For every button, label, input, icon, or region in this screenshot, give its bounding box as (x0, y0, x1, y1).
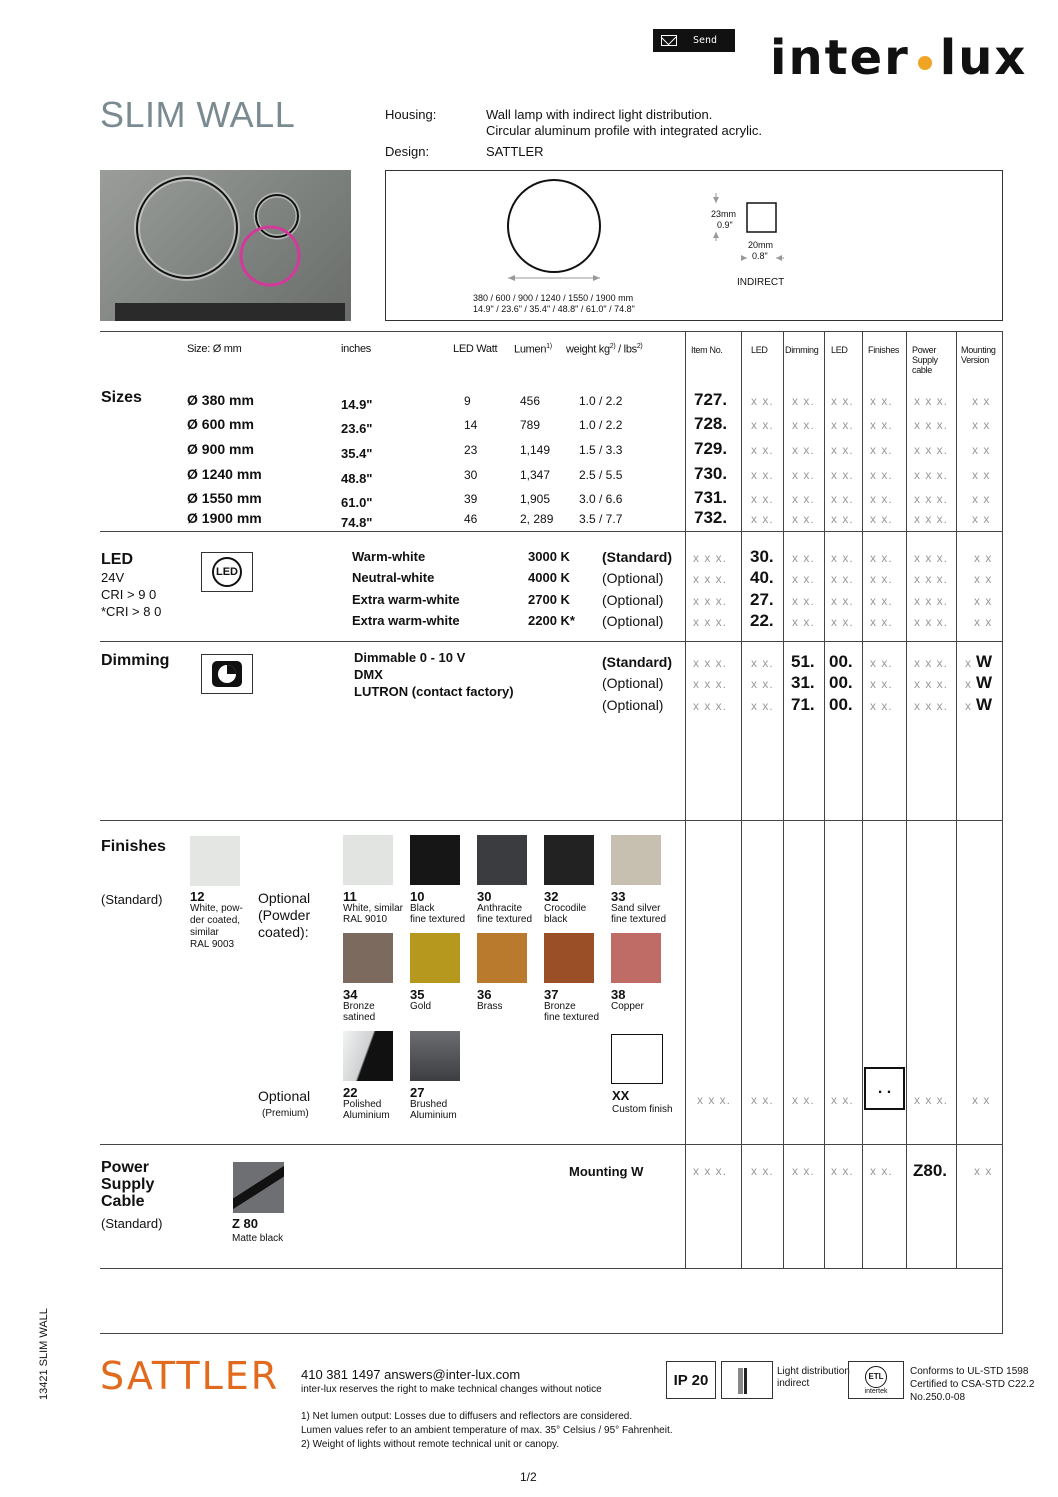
conformity-text: Conforms to UL-STD 1598 Certified to CSA-STD C22.2 No.250.0-08 (910, 1366, 1035, 1403)
size-mm: Ø 1900 mm (187, 510, 262, 526)
finish-caption: White, pow- (190, 903, 243, 914)
finish-swatch-34[interactable] (343, 933, 393, 983)
finish-number: 37 (544, 987, 559, 1002)
placeholder-cell: x x (972, 443, 991, 457)
dimming-led-code: 00. (829, 652, 853, 671)
finish-swatch-22[interactable] (343, 1031, 393, 1081)
premium-label: (Premium) (262, 1108, 309, 1119)
design-label: Design: (385, 144, 430, 159)
dimming-type: DMX (354, 667, 383, 682)
col-dimming: Dimming (785, 345, 819, 355)
placeholder-cell: x x. (792, 594, 815, 608)
finish-number: 22 (343, 1085, 358, 1100)
finish-caption: satined (343, 1012, 376, 1023)
column-rule (862, 331, 863, 1268)
led-kelvin: 2200 K* (528, 613, 575, 628)
item-number: 729. (694, 439, 728, 458)
finishes-label: Finishes (101, 838, 166, 855)
size-lumen: 456 (520, 394, 541, 408)
led-code: 40. (750, 568, 774, 587)
led-color-name: Warm-white (352, 549, 426, 564)
placeholder-cell: x (965, 699, 972, 713)
column-rule (956, 331, 957, 1268)
led-label: LED (101, 551, 133, 568)
finish-swatch-38[interactable] (611, 933, 661, 983)
mounting-label: Mounting W (569, 1164, 644, 1179)
divider (100, 1268, 1003, 1269)
side-label: 13421 SLIM WALL (38, 1308, 50, 1400)
finish-number: 12 (190, 889, 205, 904)
finish-number: 38 (611, 987, 626, 1002)
size-watt: 23 (464, 443, 478, 457)
indirect-label: INDIRECT (737, 277, 785, 288)
finish-number: 36 (477, 987, 492, 1002)
led-cri-alt: *CRI > 8 0 (101, 604, 162, 619)
size-watt: 46 (464, 512, 478, 526)
divider (100, 1333, 1003, 1334)
dims-mm: 380 / 600 / 900 / 1240 / 1550 / 1900 mm (473, 293, 634, 303)
finish-caption: Polished (343, 1099, 382, 1110)
placeholder-cell: x x. (792, 394, 815, 408)
optional-powder-label: Optional (Powder coated): (258, 890, 311, 940)
finish-caption: Bronze (343, 1001, 375, 1012)
placeholder-cell: x x. (831, 1164, 854, 1178)
column-rule (1002, 331, 1003, 1333)
placeholder-cell: x x. (792, 551, 815, 565)
custom-finish-caption: Custom finish (612, 1104, 673, 1115)
placeholder-cell: x x. (870, 468, 893, 482)
size-inches: 74.8" (341, 515, 373, 530)
finish-caption: RAL 9003 (190, 939, 235, 950)
optional-premium-label: Optional (258, 1088, 311, 1104)
size-lumen: 2, 289 (520, 512, 554, 526)
placeholder-cell: x x x. (914, 615, 949, 629)
placeholder-cell: x x x. (693, 572, 728, 586)
led-option: (Optional) (602, 613, 664, 629)
technical-drawing (385, 170, 1003, 321)
column-rule (783, 331, 784, 1268)
placeholder-cell: x x. (831, 418, 854, 432)
placeholder-cell: x x. (870, 418, 893, 432)
led-cri: CRI > 9 0 (101, 587, 157, 602)
placeholder-cell: x x. (751, 492, 774, 506)
led-option: (Standard) (602, 549, 672, 565)
placeholder-cell: x (965, 677, 972, 691)
col-led-watt: LED Watt (453, 343, 498, 355)
col-led: LED (751, 345, 768, 355)
finish-swatch-33[interactable] (611, 835, 661, 885)
placeholder-cell: x x x. (914, 699, 949, 713)
finish-number: 10 (410, 889, 425, 904)
dimming-type: LUTRON (contact factory) (354, 684, 514, 699)
finishes-standard: (Standard) (101, 892, 163, 907)
col-size: Size: Ø mm (187, 343, 242, 355)
led-option: (Optional) (602, 570, 664, 586)
placeholder-cell: x x (972, 394, 991, 408)
placeholder-cell: x x. (792, 572, 815, 586)
size-weight: 1.5 / 3.3 (579, 443, 623, 457)
item-number: 728. (694, 414, 728, 433)
contact-line: 410 381 1497 answers@inter-lux.com (301, 1367, 521, 1382)
dimming-code: 31. (791, 673, 815, 692)
column-rule (824, 331, 825, 1268)
placeholder-cell: x x. (831, 551, 854, 565)
placeholder-cell: x x. (870, 699, 893, 713)
placeholder-cell: x x. (751, 656, 774, 670)
finish-swatch-30[interactable] (477, 835, 527, 885)
led-option: (Optional) (602, 592, 664, 608)
placeholder-cell: x x. (751, 1093, 774, 1107)
dimming-option: (Standard) (602, 654, 672, 670)
led-code: 30. (750, 547, 774, 566)
item-number: 732. (694, 508, 728, 527)
light-distribution-text: Light distribution indirect (777, 1366, 850, 1389)
cable-caption: Matte black (232, 1233, 284, 1244)
placeholder-cell: x x x. (914, 492, 949, 506)
column-rule (906, 331, 907, 1268)
placeholder-cell: x x. (792, 418, 815, 432)
placeholder-cell: x x. (751, 512, 774, 526)
placeholder-cell: x x x. (914, 443, 949, 457)
finish-number: 30 (477, 889, 492, 904)
send-button[interactable]: Send (653, 29, 735, 52)
placeholder-cell: x x. (870, 551, 893, 565)
placeholder-cell: x x x. (914, 394, 949, 408)
placeholder-cell: x x (974, 572, 993, 586)
placeholder-cell: x x. (831, 492, 854, 506)
placeholder-cell: x x x. (693, 656, 728, 670)
finish-number: 34 (343, 987, 358, 1002)
led-kelvin: 4000 K (528, 570, 570, 585)
placeholder-cell: x x. (870, 512, 893, 526)
size-watt: 30 (464, 468, 478, 482)
size-lumen: 1,149 (520, 443, 551, 457)
size-weight: 3.0 / 6.6 (579, 492, 623, 506)
size-weight: 1.0 / 2.2 (579, 394, 623, 408)
placeholder-cell: x x. (831, 512, 854, 526)
placeholder-cell: x x. (870, 492, 893, 506)
placeholder-cell: x x. (792, 615, 815, 629)
custom-finish-number: XX (612, 1088, 630, 1103)
placeholder-cell: x x. (870, 594, 893, 608)
finish-swatch-37[interactable] (544, 933, 594, 983)
finish-caption: Black (410, 903, 435, 914)
envelope-icon (661, 35, 677, 46)
placeholder-cell: x x x. (914, 677, 949, 691)
divider (100, 820, 1003, 821)
placeholder-cell: x x. (831, 572, 854, 586)
item-number: 727. (694, 390, 728, 409)
finish-caption: Copper (611, 1001, 644, 1012)
placeholder-cell: x x x. (693, 615, 728, 629)
finish-caption: fine textured (611, 914, 667, 925)
placeholder-cell: x x (974, 594, 993, 608)
placeholder-cell: x x x. (914, 418, 949, 432)
size-inches: 14.9" (341, 397, 373, 412)
placeholder-cell: x x. (792, 468, 815, 482)
size-watt: 9 (464, 394, 471, 408)
dimming-code: 71. (791, 695, 815, 714)
placeholder-cell: x x. (870, 1164, 893, 1178)
placeholder-cell: x x. (831, 594, 854, 608)
led-kelvin: 3000 K (528, 549, 570, 564)
placeholder-cell: x x (972, 468, 991, 482)
finish-caption: White, similar (343, 903, 404, 914)
col-item-no: Item No. (691, 345, 723, 355)
placeholder-cell: x x (972, 1093, 991, 1107)
cable-code: Z 80 (232, 1216, 259, 1231)
page-title: SLIM WALL (100, 94, 296, 135)
custom-finish-swatch[interactable] (611, 1034, 663, 1084)
col-inches: inches (341, 343, 371, 355)
footnotes: 1) Net lumen output: Losses due to diffusers and reflectors are considered. Lumen values refer to an ambient temperature of max. 35° Celsius / 95° Fahrenheit. 2) Weight of lights without remote technical unit or canopy. (301, 1411, 673, 1450)
placeholder-cell: x x. (792, 443, 815, 457)
finish-number: 33 (611, 889, 626, 904)
placeholder-cell: x x. (870, 677, 893, 691)
product-photo (100, 170, 351, 321)
sattler-logo: SATTLER (100, 1354, 280, 1398)
finish-swatch-27[interactable] (410, 1031, 460, 1081)
finish-caption: Bronze (544, 1001, 576, 1012)
size-inches: 23.6" (341, 421, 373, 436)
led-color-name: Neutral-white (352, 570, 435, 585)
column-rule (685, 331, 686, 1268)
placeholder-cell: x x (972, 512, 991, 526)
size-mm: Ø 1550 mm (187, 490, 262, 506)
col-led-2: LED (831, 345, 848, 355)
finish-number: 11 (343, 889, 357, 904)
placeholder-cell: x x x. (914, 551, 949, 565)
dimming-type: Dimmable 0 - 10 V (354, 650, 466, 665)
placeholder-cell: x x. (870, 572, 893, 586)
col-mounting: Mounting Version (961, 345, 996, 365)
col-lumen: Lumen$^{1)}$ (514, 343, 552, 356)
placeholder-cell: x x x. (914, 572, 949, 586)
logo-dot (918, 56, 932, 70)
finish-swatch-11[interactable] (343, 835, 393, 885)
width-in: 0.8" (752, 251, 768, 261)
col-finishes: Finishes (868, 345, 900, 355)
housing-line-1: Wall lamp with indirect light distribution. (486, 107, 713, 122)
led-color-name: Extra warm-white (352, 592, 460, 607)
finish-caption: Brass (477, 1001, 503, 1012)
placeholder-cell: x x (972, 492, 991, 506)
size-inches: 48.8" (341, 471, 373, 486)
placeholder-cell: x x (972, 418, 991, 432)
size-mm: Ø 380 mm (187, 392, 254, 408)
divider (100, 531, 1003, 532)
finish-swatch-36[interactable] (477, 933, 527, 983)
finish-caption: Brushed (410, 1099, 448, 1110)
finish-caption: der coated, (190, 915, 241, 926)
finish-swatch-12[interactable] (190, 836, 240, 886)
placeholder-cell: x x x. (914, 594, 949, 608)
divider (100, 641, 1003, 642)
placeholder-cell: x x. (792, 512, 815, 526)
etl-certification-icon: ETL intertek (848, 1361, 904, 1399)
placeholder-cell: x x x. (693, 1164, 728, 1178)
depth-mm: 23mm (711, 209, 737, 219)
table-top-rule (100, 331, 1003, 332)
dimming-option: (Optional) (602, 675, 664, 691)
placeholder-cell: x x. (751, 468, 774, 482)
placeholder-cell: x x. (831, 615, 854, 629)
placeholder-cell: x x x. (914, 656, 949, 670)
led-color-name: Extra warm-white (352, 613, 460, 628)
rights-notice: inter-lux reserves the right to make technical changes without notice (301, 1384, 602, 1395)
led-kelvin: 2700 K (528, 592, 570, 607)
sizes-label: Sizes (101, 389, 142, 406)
finish-caption: black (544, 914, 568, 925)
placeholder-cell: x x. (792, 492, 815, 506)
power-standard: (Standard) (101, 1216, 163, 1231)
size-lumen: 1,347 (520, 468, 551, 482)
finish-swatch-10[interactable] (410, 835, 460, 885)
finish-swatch-35[interactable] (410, 933, 460, 983)
light-distribution-icon (721, 1361, 773, 1399)
dimming-icon (201, 654, 253, 694)
finish-caption: Aluminium (410, 1110, 457, 1121)
item-number: 730. (694, 464, 728, 483)
placeholder-cell: x x. (870, 394, 893, 408)
placeholder-cell: x x. (831, 394, 854, 408)
finish-swatch-32[interactable] (544, 835, 594, 885)
placeholder-cell: x x. (792, 1093, 815, 1107)
housing-label: Housing: (385, 107, 437, 122)
col-power-supply: Power Supply cable (912, 345, 938, 375)
placeholder-cell: x x x. (697, 1093, 732, 1107)
finish-number: 32 (544, 889, 559, 904)
placeholder-cell: x x (974, 1164, 993, 1178)
placeholder-cell: x x. (751, 677, 774, 691)
size-lumen: 1,905 (520, 492, 551, 506)
placeholder-cell: x x. (870, 443, 893, 457)
dimming-led-code: 00. (829, 673, 853, 692)
placeholder-cell: x x x. (693, 594, 728, 608)
led-voltage: 24V (101, 570, 125, 585)
finish-caption: Gold (410, 1001, 432, 1012)
item-number: 731. (694, 488, 728, 507)
placeholder-cell: x x x. (693, 677, 728, 691)
dimming-code: 51. (791, 652, 815, 671)
housing-line-2: Circular aluminum profile with integrated acrylic. (486, 123, 762, 138)
width-mm: 20mm (748, 240, 774, 250)
power-supply-label: Power Supply Cable (101, 1159, 155, 1210)
column-rule (741, 331, 742, 1268)
dimming-option: (Optional) (602, 697, 664, 713)
finish-caption: RAL 9010 (343, 914, 388, 925)
ip-rating-badge: IP 20 (666, 1361, 716, 1399)
placeholder-cell: x x x. (914, 468, 949, 482)
led-code: 27. (750, 590, 774, 609)
size-watt: 14 (464, 418, 478, 432)
finish-caption: fine textured (544, 1012, 600, 1023)
size-lumen: 789 (520, 418, 541, 432)
size-mm: Ø 900 mm (187, 441, 254, 457)
depth-in: 0.9" (717, 220, 733, 230)
placeholder-cell: x x. (751, 394, 774, 408)
size-weight: 2.5 / 5.5 (579, 468, 623, 482)
size-weight: 3.5 / 7.7 (579, 512, 623, 526)
placeholder-cell: x x x. (693, 699, 728, 713)
placeholder-cell: x x. (751, 418, 774, 432)
brand-logo: inter lux (770, 30, 1028, 86)
finish-number: 35 (410, 987, 425, 1002)
mounting-code: W (976, 695, 993, 714)
finish-caption: Anthracite (477, 903, 523, 914)
placeholder-cell: x x x. (693, 551, 728, 565)
placeholder-cell: x x. (831, 443, 854, 457)
size-weight: 1.0 / 2.2 (579, 418, 623, 432)
col-weight: weight $kg^{2)} / lbs^{2)}$ (566, 343, 643, 356)
placeholder-cell: x x (974, 551, 993, 565)
mounting-code: W (976, 652, 993, 671)
size-mm: Ø 1240 mm (187, 466, 262, 482)
size-inches: 61.0" (341, 495, 373, 510)
led-icon: LED (201, 552, 253, 592)
finish-caption: similar (190, 927, 219, 938)
cable-swatch[interactable] (233, 1162, 284, 1213)
led-code: 22. (750, 611, 774, 630)
finish-caption: fine textured (410, 914, 466, 925)
finish-caption: Crocodile (544, 903, 587, 914)
size-watt: 39 (464, 492, 478, 506)
dims-in: 14.9" / 23.6" / 35.4" / 48.8" / 61.0" / 74.8" (473, 304, 635, 314)
placeholder-cell: x x x. (914, 512, 949, 526)
placeholder-cell: x x. (831, 468, 854, 482)
power-supply-code: Z80. (913, 1161, 948, 1180)
finish-caption: Sand silver (611, 903, 661, 914)
dimming-label: Dimming (101, 652, 170, 669)
mounting-code: W (976, 673, 993, 692)
placeholder-cell: x x. (870, 656, 893, 670)
placeholder-cell: x x. (831, 1093, 854, 1107)
page-number: 1/2 (520, 1470, 537, 1484)
placeholder-cell: x (965, 656, 972, 670)
finish-number: 27 (410, 1085, 425, 1100)
placeholder-cell: x x. (751, 443, 774, 457)
placeholder-cell: x x. (751, 1164, 774, 1178)
placeholder-cell: x x x. (914, 1093, 949, 1107)
design-value: SATTLER (486, 144, 544, 159)
placeholder-cell: x x. (792, 1164, 815, 1178)
size-inches: 35.4" (341, 446, 373, 461)
finish-caption: Aluminium (343, 1110, 390, 1121)
dimming-led-code: 00. (829, 695, 853, 714)
placeholder-cell: x x (974, 615, 993, 629)
placeholder-cell: x x. (870, 615, 893, 629)
placeholder-cell: x x. (751, 699, 774, 713)
finish-selection-box[interactable]: . . (864, 1067, 905, 1110)
finish-caption: fine textured (477, 914, 533, 925)
divider (100, 1144, 1003, 1145)
size-mm: Ø 600 mm (187, 416, 254, 432)
